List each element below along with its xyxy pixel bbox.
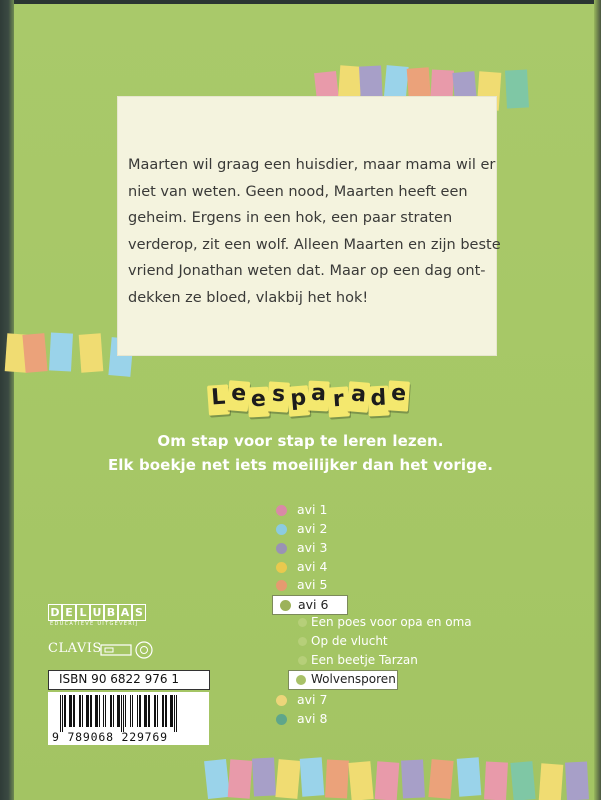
tagline-line-2: Elk boekje net iets moeilijker dan het vorige. [107, 456, 494, 474]
bunting-flag [275, 759, 300, 799]
bunting-flag [505, 69, 529, 108]
barcode-bar [69, 695, 72, 727]
bunting-flag [300, 757, 325, 796]
barcode-bar [82, 695, 83, 727]
book-spine [0, 0, 14, 800]
avi-level-label: avi 5 [297, 577, 328, 592]
bunting-flag [565, 761, 589, 800]
logo-tile: e [387, 380, 410, 411]
title-dot-icon [298, 618, 307, 627]
logo-tile: a [347, 381, 371, 413]
bunting-flag [375, 761, 400, 800]
isbn-text: ISBN 90 6822 976 1 [59, 672, 179, 686]
bunting-flag [79, 333, 104, 372]
bunting-flag [484, 761, 508, 800]
tagline-line-1: Om stap voor stap te leren lezen. [157, 432, 444, 450]
bunting-flag [539, 763, 564, 800]
barcode-bar [103, 695, 104, 727]
logo-tile: s [267, 381, 290, 412]
barcode-bar [125, 695, 126, 727]
book-title-label: Een beetje Tarzan [311, 653, 418, 667]
barcode [48, 692, 209, 745]
barcode-bar [137, 695, 138, 727]
bunting-flag [428, 759, 453, 799]
barcode-bar [154, 695, 156, 727]
level-dot-icon [280, 600, 291, 611]
book-title-label: Op de vlucht [311, 634, 388, 648]
publisher-logo [48, 604, 148, 628]
barcode-bar [110, 695, 112, 727]
bunting-flag [204, 759, 230, 799]
barcode-bar [165, 695, 167, 727]
bunting-flag [348, 761, 373, 800]
barcode-bar [162, 695, 164, 727]
logo-tile: e [247, 386, 270, 417]
barcode-bar [132, 695, 133, 727]
barcode-bar [144, 695, 147, 727]
barcode-bar [157, 695, 158, 727]
barcode-bar [60, 695, 61, 732]
level-dot-icon [276, 524, 287, 535]
barcode-bar [86, 695, 89, 727]
cover-top-edge [0, 0, 601, 4]
title-dot-icon [298, 637, 307, 646]
blurb-line: geheim. Ergens in een hok, een paar straten [128, 210, 453, 226]
logo-tile: r [327, 386, 350, 417]
publisher-subtitle: EDUCATIEVE UITGEVERIJ [50, 621, 139, 627]
blurb-panel [118, 97, 501, 355]
level-dot-icon [276, 695, 287, 706]
barcode-bar [62, 695, 63, 732]
barcode-bar [130, 695, 131, 727]
bunting-flag [228, 759, 253, 798]
barcode-bar [174, 695, 175, 732]
barcode-bar [99, 695, 100, 727]
logo-tile: p [287, 385, 311, 417]
level-dot-icon [276, 580, 287, 591]
barcode-bar [139, 695, 141, 727]
barcode-bar [148, 695, 150, 727]
book-title-item-active [288, 670, 398, 690]
barcode-bar [95, 695, 98, 727]
leesparade-logo [208, 377, 412, 421]
blurb-text [128, 152, 501, 311]
barcode-bar [121, 695, 122, 732]
blurb-line: niet van weten. Geen nood, Maarten heeft een [128, 183, 468, 200]
logo-tile: L [207, 384, 230, 415]
bunting-flag [401, 759, 425, 798]
publisher-letter: E [62, 604, 76, 621]
level-dot-icon [276, 505, 287, 516]
logo-tile: a [307, 380, 330, 411]
book-title-label: Een poes voor opa en oma [311, 615, 472, 629]
blurb-line: Maarten wil graag een huisdier, maar mama wil er [128, 157, 496, 173]
avi-level-label: avi 3 [297, 540, 328, 555]
avi-level-label: avi 7 [297, 692, 328, 707]
bunting-flag [22, 333, 47, 373]
barcode-bar [105, 695, 106, 727]
barcode-bar [117, 695, 120, 727]
key-icon [100, 640, 160, 660]
cover-right-edge [594, 0, 601, 800]
level-dot-icon [276, 714, 287, 725]
bunting-flag [252, 757, 276, 796]
blurb-line: verderop, zit een wolf. Alleen Maarten en zijn beste [128, 236, 501, 253]
barcode-bar [64, 695, 66, 727]
avi-level-label: avi 4 [297, 559, 328, 574]
avi-level-item-active [272, 595, 348, 615]
publisher-letter: L [76, 604, 90, 621]
level-dot-icon [276, 543, 287, 554]
barcode-bar [113, 695, 114, 727]
barcode-bar [123, 695, 124, 732]
title-dot-icon [298, 656, 307, 665]
barcode-number: 9 789068 229769 [52, 730, 168, 744]
logo-tile: e [227, 380, 251, 412]
title-dot-icon [296, 675, 306, 685]
clavis-logo: CLAVIS [48, 641, 102, 656]
level-dot-icon [276, 562, 287, 573]
bunting-flag [457, 757, 482, 796]
publisher-letter: D [48, 604, 62, 621]
avi-level-label: avi 1 [297, 502, 328, 517]
avi-level-label: avi 8 [297, 711, 328, 726]
publisher-letter: U [90, 604, 104, 621]
publisher-letter: A [118, 604, 132, 621]
avi-level-label: avi 2 [297, 521, 328, 536]
barcode-bar [176, 695, 177, 732]
isbn-label [48, 670, 210, 690]
blurb-line: vriend Jonathan weten dat. Maar op een dag ont- [128, 263, 486, 279]
bunting-flag [49, 332, 73, 371]
barcode-bar [79, 695, 81, 727]
book-title-label: Wolvensporen [311, 672, 396, 686]
bunting-flag [325, 759, 349, 798]
barcode-bars [48, 692, 209, 732]
barcode-bar [90, 695, 92, 727]
barcode-bar [73, 695, 75, 727]
publisher-letter: S [132, 604, 146, 621]
barcode-bar [170, 695, 173, 727]
bunting-flag [510, 761, 535, 800]
blurb-line: dekken ze bloed, vlakbij het hok! [128, 289, 369, 306]
logo-tile: d [367, 385, 390, 416]
avi-level-label: avi 6 [298, 597, 329, 612]
publisher-letter: B [104, 604, 118, 621]
